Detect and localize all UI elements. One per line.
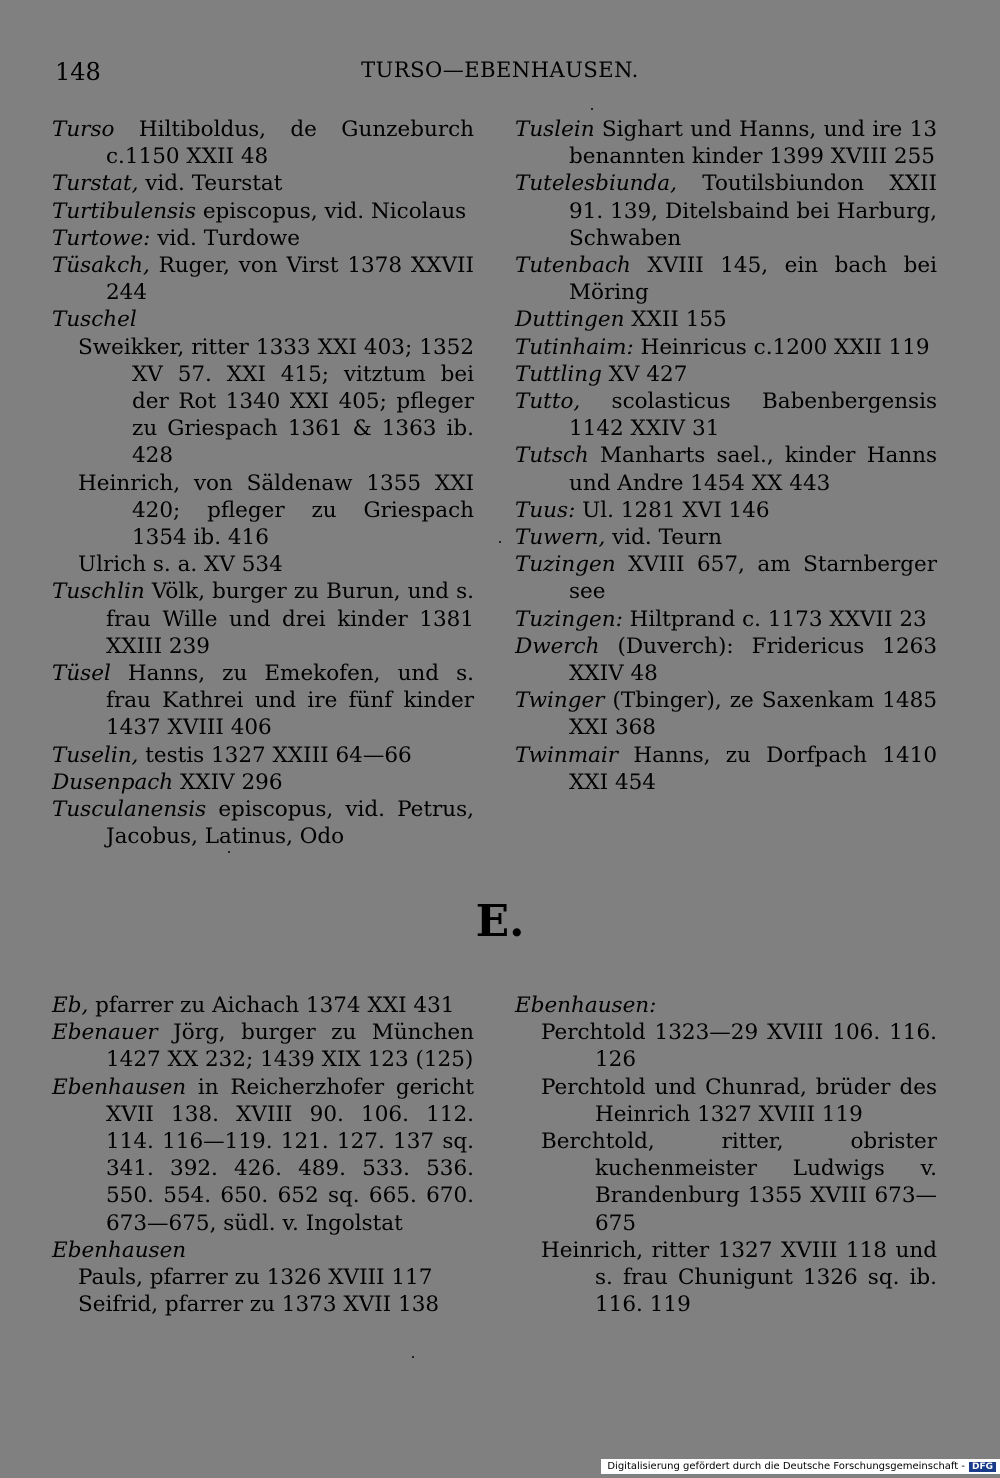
entry-text: (Tbinger), ze Saxenkam 1485 XXI 368 bbox=[569, 688, 937, 741]
index-entry bbox=[515, 606, 937, 633]
right-column-top bbox=[515, 116, 937, 796]
sub-entry bbox=[52, 334, 474, 470]
index-entry bbox=[515, 252, 937, 306]
entry-text: XV 427 bbox=[601, 361, 688, 387]
index-entry bbox=[515, 361, 937, 388]
sub-entry bbox=[515, 1237, 937, 1319]
speck bbox=[228, 851, 230, 853]
index-entry bbox=[52, 170, 474, 197]
headword: Dusenpach bbox=[52, 769, 174, 795]
entry-text: testis 1327 XXIII 64—66 bbox=[138, 742, 412, 768]
headword: Turtowe: bbox=[52, 225, 151, 251]
headword: Twinger bbox=[515, 688, 605, 714]
headword: Eb, bbox=[52, 993, 89, 1018]
entry-text: XVIII 145, ein bach bei Möring bbox=[569, 253, 937, 306]
headword: Ebenhausen bbox=[52, 1074, 187, 1100]
index-entry bbox=[52, 578, 474, 660]
entry-text: XVIII 657, am Starnberger see bbox=[569, 552, 937, 605]
index-entry bbox=[52, 116, 474, 170]
entry-text: XXIV 296 bbox=[173, 769, 283, 795]
sub-entry bbox=[52, 1291, 474, 1318]
index-entry bbox=[515, 497, 937, 524]
headword: Tuttling bbox=[515, 361, 602, 387]
entry-text: XXII 155 bbox=[624, 307, 727, 333]
entry-text: vid. Teurn bbox=[605, 525, 722, 551]
footer bbox=[601, 1459, 1000, 1474]
headword: Tutsch bbox=[515, 443, 589, 469]
entry-text: (Duverch): Fridericus 1263 XXIV 48 bbox=[569, 633, 937, 687]
index-entry bbox=[52, 796, 474, 850]
speck bbox=[499, 541, 501, 543]
index-entry bbox=[515, 551, 937, 605]
entry-text: Pauls, pfarrer zu 1326 XVIII 117 bbox=[78, 1265, 433, 1291]
left-column-bottom bbox=[52, 992, 474, 1318]
headword: Tuus: bbox=[515, 497, 576, 523]
entry-text: vid. Teurstat bbox=[138, 171, 283, 197]
headword: Turtibulensis bbox=[52, 198, 196, 224]
index-entry bbox=[52, 1019, 474, 1073]
index-entry bbox=[515, 170, 937, 252]
speck bbox=[591, 108, 593, 110]
index-entry bbox=[515, 633, 937, 687]
entry-text: Seifrid, pfarrer zu 1373 XVII 138 bbox=[78, 1292, 440, 1318]
index-entry bbox=[515, 742, 937, 796]
entry-text: scolasticus Babenbergensis 1142 XXIV 31 bbox=[569, 389, 937, 442]
entry-text: episcopus, vid. Petrus, Jacobus, Latinus, Odo bbox=[106, 797, 474, 850]
entry-text: Sweikker, ritter 1333 XXI 403; 1352 XV 57. XXI 415; vitztum bei der Rot 1340 XXI 405; pfleger zu Griespach 1361 & 1363 ib. 428 bbox=[78, 334, 474, 469]
index-entry bbox=[52, 1237, 474, 1264]
headword: Dwerch bbox=[515, 633, 600, 659]
headword: Ebenhausen bbox=[52, 1237, 187, 1263]
headword: Tuslein bbox=[515, 117, 595, 142]
headword: Tuzingen: bbox=[515, 606, 623, 632]
entry-text: vid. Turdowe bbox=[150, 225, 301, 251]
index-entry bbox=[515, 992, 937, 1019]
index-entry bbox=[52, 992, 474, 1019]
index-entry bbox=[515, 524, 937, 551]
headword: Tuschel bbox=[52, 307, 137, 333]
index-entry bbox=[515, 116, 937, 170]
index-entry bbox=[52, 198, 474, 225]
index-entry bbox=[52, 225, 474, 252]
entry-text: episcopus, vid. Nicolaus bbox=[195, 198, 467, 224]
index-entry bbox=[52, 769, 474, 796]
section-letter: E. bbox=[475, 896, 525, 947]
headword: Tutto, bbox=[515, 389, 581, 415]
index-entry bbox=[515, 306, 937, 333]
entry-text: Perchtold und Chunrad, brüder des Heinrich 1327 XVIII 119 bbox=[541, 1074, 937, 1127]
sub-entry bbox=[52, 551, 474, 578]
entry-text: Hanns, zu Dorfpach 1410 XXI 454 bbox=[569, 742, 937, 795]
dfg-logo: DFG bbox=[969, 1462, 996, 1472]
entry-text: Toutilsbiundon XXII 91. 139, Ditelsbaind bei Harburg, Schwaben bbox=[569, 171, 937, 251]
entry-text: Berchtold, ritter, obrister kuchenmeister Ludwigs v. Brandenburg 1355 XVIII 673—675 bbox=[541, 1129, 937, 1236]
entry-text: pfarrer zu Aichach 1374 XXI 431 bbox=[88, 993, 455, 1018]
entry-text: in Reicherzhofer gericht XVII 138. XVIII 90. 106. 112. 114. 116—119. 121. 127. 137 sq. 341. 392. 426. 489. 533. 536. 550. 554. 650. 652 sq. 665. 670. 673—675, südl. v. Ingolstat bbox=[106, 1074, 474, 1236]
entry-text: Heinrich, von Säldenaw 1355 XXI 420; pfleger zu Griespach 1354 ib. 416 bbox=[78, 470, 474, 551]
index-entry bbox=[52, 660, 474, 742]
headword: Tüsakch, bbox=[52, 253, 150, 279]
index-entry bbox=[515, 334, 937, 361]
headword: Tuschlin bbox=[52, 579, 145, 605]
entry-text: Manharts sael., kinder Hanns und Andre 1454 XX 443 bbox=[569, 443, 937, 496]
page-number: 148 bbox=[55, 58, 101, 86]
sub-entry bbox=[515, 1128, 937, 1237]
headword: Turstat, bbox=[52, 171, 139, 197]
headword: Ebenhausen: bbox=[515, 993, 657, 1018]
left-column-top bbox=[52, 116, 474, 850]
headword: Twinmair bbox=[515, 742, 619, 768]
headword: Tusculanensis bbox=[52, 797, 207, 823]
sub-entry bbox=[515, 1074, 937, 1128]
headword: Ebenauer bbox=[52, 1020, 158, 1046]
index-entry bbox=[52, 252, 474, 306]
headword: Tuselin, bbox=[52, 742, 139, 768]
sub-entry bbox=[52, 470, 474, 552]
sub-entry bbox=[515, 1019, 937, 1073]
headword: Tutelesbiunda, bbox=[515, 171, 677, 197]
entry-text: Ruger, von Virst 1378 XXVII 244 bbox=[106, 253, 474, 306]
entry-text: Sighart und Hanns, und ire 13 benannten kinder 1399 XVIII 255 bbox=[569, 117, 937, 170]
headword: Tüsel bbox=[52, 661, 111, 687]
headword: Tuzingen bbox=[515, 552, 616, 578]
entry-text: Hiltprand c. 1173 XXVII 23 bbox=[622, 606, 927, 632]
entry-text: Hiltiboldus, de Gunzeburch c.1150 XXII 48 bbox=[106, 117, 474, 170]
headword: Tuwern, bbox=[515, 525, 606, 551]
entry-text: Jörg, burger zu München 1427 XX 232; 1439 XIX 123 (125) bbox=[106, 1020, 474, 1073]
headword: Tutinhaim: bbox=[515, 334, 634, 360]
footer-text: Digitalisierung gefördert durch die Deutsche Forschungsgemeinschaft - bbox=[607, 1461, 965, 1472]
index-entry bbox=[515, 388, 937, 442]
index-entry bbox=[52, 306, 474, 333]
entry-text: Ulrich s. a. XV 534 bbox=[78, 552, 283, 578]
speck bbox=[412, 1356, 414, 1358]
running-head: TURSO—EBENHAUSEN. bbox=[361, 58, 639, 82]
entry-text: Völk, burger zu Burun, und s. frau Wille und drei kinder 1381 XXIII 239 bbox=[106, 579, 474, 659]
index-entry bbox=[515, 687, 937, 741]
entry-text: Heinricus c.1200 XXII 119 bbox=[633, 334, 930, 360]
entry-text: Perchtold 1323—29 XVIII 106. 116. 126 bbox=[541, 1020, 937, 1073]
entry-text: Ul. 1281 XVI 146 bbox=[575, 497, 770, 523]
headword: Turso bbox=[52, 117, 115, 142]
right-column-bottom bbox=[515, 992, 937, 1318]
headword: Duttingen bbox=[515, 307, 625, 333]
index-entry bbox=[515, 442, 937, 496]
entry-text: Hanns, zu Emekofen, und s. frau Kathrei und ire fünf kinder 1437 XVIII 406 bbox=[106, 661, 474, 741]
sub-entry bbox=[52, 1264, 474, 1291]
index-entry bbox=[52, 1074, 474, 1237]
headword: Tutenbach bbox=[515, 253, 631, 279]
entry-text: Heinrich, ritter 1327 XVIII 118 und s. frau Chunigunt 1326 sq. ib. 116. 119 bbox=[541, 1237, 937, 1318]
index-entry bbox=[52, 742, 474, 769]
